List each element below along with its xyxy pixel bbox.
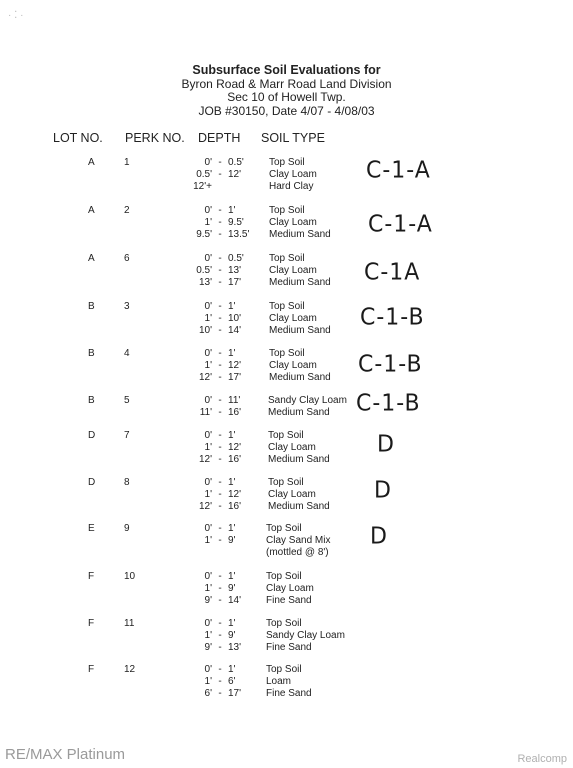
depth-ranges (190, 205, 252, 241)
soil-type: Clay Loam (269, 217, 317, 228)
handwritten-classification: D (374, 477, 392, 504)
depth-from: 12' (198, 454, 212, 465)
depth-range (190, 618, 252, 630)
depth-to: 1' (228, 301, 236, 312)
handwritten-classification: D (377, 431, 395, 458)
lot-number: F (88, 571, 95, 582)
depth-from: 12' (198, 372, 212, 383)
column-header-perk: PERK NO. (125, 131, 185, 145)
soil-type: Top Soil (268, 430, 304, 441)
depth-ranges (190, 348, 252, 384)
depth-from: 0' (204, 430, 212, 441)
depth-dash: - (218, 407, 222, 418)
soil-type: Medium Sand (269, 277, 331, 288)
soil-type: Medium Sand (268, 407, 330, 418)
depth-ranges (190, 395, 252, 419)
soil-types (269, 301, 331, 337)
depth-from: 1' (204, 313, 212, 324)
depth-from: 0' (204, 395, 212, 406)
depth-range (190, 360, 252, 372)
depth-dash: - (218, 642, 222, 653)
handwritten-classification: C-1-A (366, 157, 431, 184)
depth-to: 1' (228, 571, 236, 582)
depth-to: 1' (228, 618, 236, 629)
depth-range (190, 313, 252, 325)
soil-type: Fine Sand (266, 642, 312, 653)
depth-dash: - (218, 630, 222, 641)
depth-ranges (190, 301, 252, 337)
depth-dash: - (218, 676, 222, 687)
header-job: JOB #30150, Date 4/07 - 4/08/03 (198, 103, 375, 118)
depth-to: 14' (228, 595, 242, 606)
lot-number: B (88, 395, 95, 406)
table-row (0, 430, 573, 470)
depth-dash: - (218, 454, 222, 465)
depth-dash: - (218, 618, 222, 629)
table-row (0, 523, 573, 563)
depth-range (190, 595, 252, 607)
depth-to: 12' (228, 442, 242, 453)
depth-from: 12' (198, 501, 212, 512)
soil-types (266, 618, 345, 654)
depth-from: 10' (198, 325, 212, 336)
soil-type: Fine Sand (266, 688, 312, 699)
depth-from: 0' (204, 571, 212, 582)
depth-to: 9' (228, 630, 236, 641)
depth-dash: - (218, 688, 222, 699)
depth-range (190, 395, 252, 407)
depth-to: 9.5' (228, 217, 244, 228)
depth-to: 13' (228, 642, 242, 653)
depth-to: 1' (228, 523, 236, 534)
depth-dash: - (218, 571, 222, 582)
depth-range (190, 688, 252, 700)
depth-dash: - (218, 313, 222, 324)
depth-from: 0' (204, 253, 212, 264)
depth-dash: - (218, 395, 222, 406)
perk-number: 8 (124, 477, 130, 488)
lot-number: B (88, 301, 95, 312)
depth-to: 12' (228, 169, 242, 180)
perk-number: 11 (124, 618, 135, 629)
perk-number: 3 (124, 301, 130, 312)
depth-to: 16' (228, 407, 242, 418)
depth-range (190, 265, 252, 277)
depth-from: 0' (204, 157, 212, 168)
header-location: Byron Road & Marr Road Land Division (181, 76, 392, 91)
soil-type: Clay Loam (269, 313, 317, 324)
depth-to: 1' (228, 348, 236, 359)
depth-dash: - (218, 442, 222, 453)
depth-dash: - (218, 535, 222, 546)
soil-type: Top Soil (269, 157, 305, 168)
depth-dash: - (218, 253, 222, 264)
soil-type: (mottled @ 8') (266, 547, 329, 558)
depth-from: 11' (199, 407, 212, 418)
depth-range (190, 489, 252, 501)
depth-from: 0' (204, 618, 212, 629)
handwritten-classification: C-1-B (360, 304, 425, 331)
table-row (0, 301, 573, 341)
depth-from: 1' (204, 676, 212, 687)
handwritten-classification: C-1A (364, 259, 421, 286)
depth-to: 12' (228, 360, 242, 371)
depth-dash: - (218, 477, 222, 488)
table-row (0, 395, 573, 435)
soil-type: Clay Sand Mix (266, 535, 331, 546)
depth-range (190, 430, 252, 442)
lot-number: D (88, 430, 96, 441)
soil-type: Medium Sand (269, 372, 331, 383)
perk-number: 5 (124, 395, 130, 406)
depth-range (190, 583, 252, 595)
depth-dash: - (218, 348, 222, 359)
soil-type: Hard Clay (269, 181, 314, 192)
depth-dash: - (218, 157, 222, 168)
depth-to: 13.5' (228, 229, 250, 240)
depth-to: 10' (228, 313, 242, 324)
depth-from: 1' (204, 217, 212, 228)
depth-to: 16' (228, 454, 242, 465)
depth-range (190, 454, 252, 466)
soil-types (266, 523, 330, 559)
depth-from: 9.5' (196, 229, 212, 240)
depth-dash: - (218, 325, 222, 336)
soil-type: Medium Sand (269, 229, 331, 240)
perk-number: 6 (124, 253, 130, 264)
depth-from: 1' (204, 630, 212, 641)
soil-type: Top Soil (266, 523, 302, 534)
document-title: Subsurface Soil Evaluations for (192, 63, 381, 77)
depth-dash: - (218, 229, 222, 240)
depth-to: 14' (228, 325, 242, 336)
soil-type: Top Soil (269, 205, 305, 216)
depth-from: 0' (204, 348, 212, 359)
scan-specks: · ⁚ · (8, 10, 24, 21)
depth-range (190, 571, 252, 583)
document-header (0, 64, 573, 118)
depth-to: 0.5' (228, 157, 244, 168)
depth-dash: - (218, 501, 222, 512)
table-row (0, 205, 573, 245)
soil-types (266, 664, 312, 700)
depth-ranges (190, 664, 252, 700)
depth-range (190, 217, 252, 229)
soil-types (268, 477, 330, 513)
soil-types (269, 348, 331, 384)
soil-types (269, 205, 331, 241)
lot-number: B (88, 348, 95, 359)
depth-range (190, 642, 252, 654)
depth-to: 17' (228, 372, 242, 383)
table-row (0, 618, 573, 658)
soil-type: Medium Sand (268, 454, 330, 465)
depth-to: 1' (228, 430, 236, 441)
depth-dash: - (218, 489, 222, 500)
soil-types (266, 571, 314, 607)
depth-range (190, 477, 252, 489)
soil-type: Top Soil (269, 348, 305, 359)
depth-from: 9' (204, 642, 212, 653)
table-row (0, 253, 573, 293)
depth-range (190, 372, 252, 384)
depth-dash: - (218, 595, 222, 606)
soil-type: Medium Sand (268, 501, 330, 512)
depth-dash: - (218, 430, 222, 441)
soil-type: Clay Loam (269, 360, 317, 371)
soil-type: Sandy Clay Loam (268, 395, 347, 406)
footer-brokerage: RE/MAX Platinum (5, 746, 126, 763)
soil-types (268, 395, 347, 419)
depth-ranges (190, 571, 252, 607)
depth-ranges (190, 157, 252, 193)
handwritten-classification: C-1-B (356, 390, 421, 417)
depth-dash: - (218, 583, 222, 594)
depth-range (190, 205, 252, 217)
depth-to: 16' (228, 501, 242, 512)
soil-type: Top Soil (268, 477, 304, 488)
depth-from: 1' (204, 360, 212, 371)
handwritten-classification: C-1-B (358, 351, 423, 378)
soil-type: Clay Loam (269, 265, 317, 276)
depth-range (190, 676, 252, 688)
perk-number: 2 (124, 205, 130, 216)
depth-range (190, 442, 252, 454)
depth-to: 0.5' (228, 253, 244, 264)
lot-number: D (88, 477, 96, 488)
depth-range (190, 277, 252, 289)
table-row (0, 664, 573, 704)
soil-type: Top Soil (266, 618, 302, 629)
depth-dash: - (218, 277, 222, 288)
perk-number: 1 (124, 157, 130, 168)
perk-number: 9 (124, 523, 130, 534)
depth-range (190, 325, 252, 337)
perk-number: 12 (124, 664, 136, 675)
lot-number: A (88, 253, 95, 264)
depth-to: 9' (228, 583, 236, 594)
depth-from: 1' (204, 583, 212, 594)
depth-from: 0.5' (196, 169, 212, 180)
depth-ranges (190, 477, 252, 513)
soil-type: Medium Sand (269, 325, 331, 336)
depth-from: 0' (204, 301, 212, 312)
lot-number: A (88, 205, 95, 216)
soil-type: Clay Loam (266, 583, 314, 594)
depth-ranges (190, 618, 252, 654)
soil-types (269, 157, 317, 193)
depth-range (190, 157, 252, 169)
depth-to: 12' (228, 489, 242, 500)
depth-dash: - (218, 372, 222, 383)
depth-dash: - (218, 360, 222, 371)
depth-range (190, 523, 252, 535)
depth-to: 1' (228, 664, 236, 675)
depth-range (190, 664, 252, 676)
depth-ranges (190, 430, 252, 466)
depth-from: 0' (204, 664, 212, 675)
perk-number: 7 (124, 430, 130, 441)
depth-to: 13' (228, 265, 242, 276)
soil-type: Top Soil (266, 571, 302, 582)
soil-type: Top Soil (269, 301, 305, 312)
lot-number: E (88, 523, 95, 534)
handwritten-classification: D (370, 523, 388, 550)
soil-type: Top Soil (266, 664, 302, 675)
depth-to: 11' (228, 395, 241, 406)
depth-dash: - (218, 664, 222, 675)
depth-dash: - (218, 523, 222, 534)
soil-types (269, 253, 331, 289)
soil-type: Top Soil (269, 253, 305, 264)
lot-number: F (88, 618, 95, 629)
lot-number: F (88, 664, 95, 675)
depth-dash: - (218, 217, 222, 228)
depth-range (190, 229, 252, 241)
depth-from: 0' (204, 477, 212, 488)
depth-from: 0.5' (196, 265, 212, 276)
table-row (0, 571, 573, 611)
depth-range (190, 348, 252, 360)
depth-ranges (190, 253, 252, 289)
handwritten-classification: C-1-A (368, 211, 433, 238)
depth-to: 17' (228, 277, 242, 288)
depth-from: 0' (204, 205, 212, 216)
depth-from: 1' (204, 535, 212, 546)
table-row (0, 477, 573, 517)
soil-type: Clay Loam (269, 169, 317, 180)
depth-range (190, 630, 252, 642)
depth-range (190, 407, 252, 419)
depth-to: 1' (228, 205, 236, 216)
perk-number: 4 (124, 348, 130, 359)
depth-ranges (190, 523, 252, 547)
table-row (0, 348, 573, 388)
depth-to: 17' (228, 688, 242, 699)
perk-number: 10 (124, 571, 136, 582)
depth-from: 12'+ (193, 181, 212, 192)
depth-dash: - (218, 301, 222, 312)
depth-from: 9' (204, 595, 212, 606)
depth-from: 6' (204, 688, 212, 699)
depth-range (190, 301, 252, 313)
depth-range (190, 169, 252, 181)
depth-dash: - (218, 205, 222, 216)
depth-range (190, 253, 252, 265)
column-header-soil: SOIL TYPE (261, 131, 325, 145)
column-header-depth: DEPTH (198, 131, 241, 145)
depth-to: 1' (228, 477, 236, 488)
header-section: Sec 10 of Howell Twp. (227, 90, 346, 104)
footer-mls: Realcomp (517, 753, 567, 765)
soil-types (268, 430, 330, 466)
depth-from: 1' (204, 442, 212, 453)
depth-from: 1' (204, 489, 212, 500)
soil-type: Fine Sand (266, 595, 312, 606)
column-header-lot: LOT NO. (53, 131, 103, 145)
lot-number: A (88, 157, 95, 168)
depth-range (190, 181, 252, 193)
depth-dash: - (218, 265, 222, 276)
soil-type: Clay Loam (268, 489, 316, 500)
depth-to: 6' (228, 676, 236, 687)
depth-range (190, 501, 252, 513)
depth-range (190, 535, 252, 547)
table-row (0, 157, 573, 197)
depth-dash: - (218, 169, 222, 180)
soil-type: Sandy Clay Loam (266, 630, 345, 641)
depth-to: 9' (228, 535, 236, 546)
depth-from: 13' (198, 277, 212, 288)
depth-from: 0' (204, 523, 212, 534)
soil-type: Loam (266, 676, 292, 687)
soil-type: Clay Loam (268, 442, 316, 453)
